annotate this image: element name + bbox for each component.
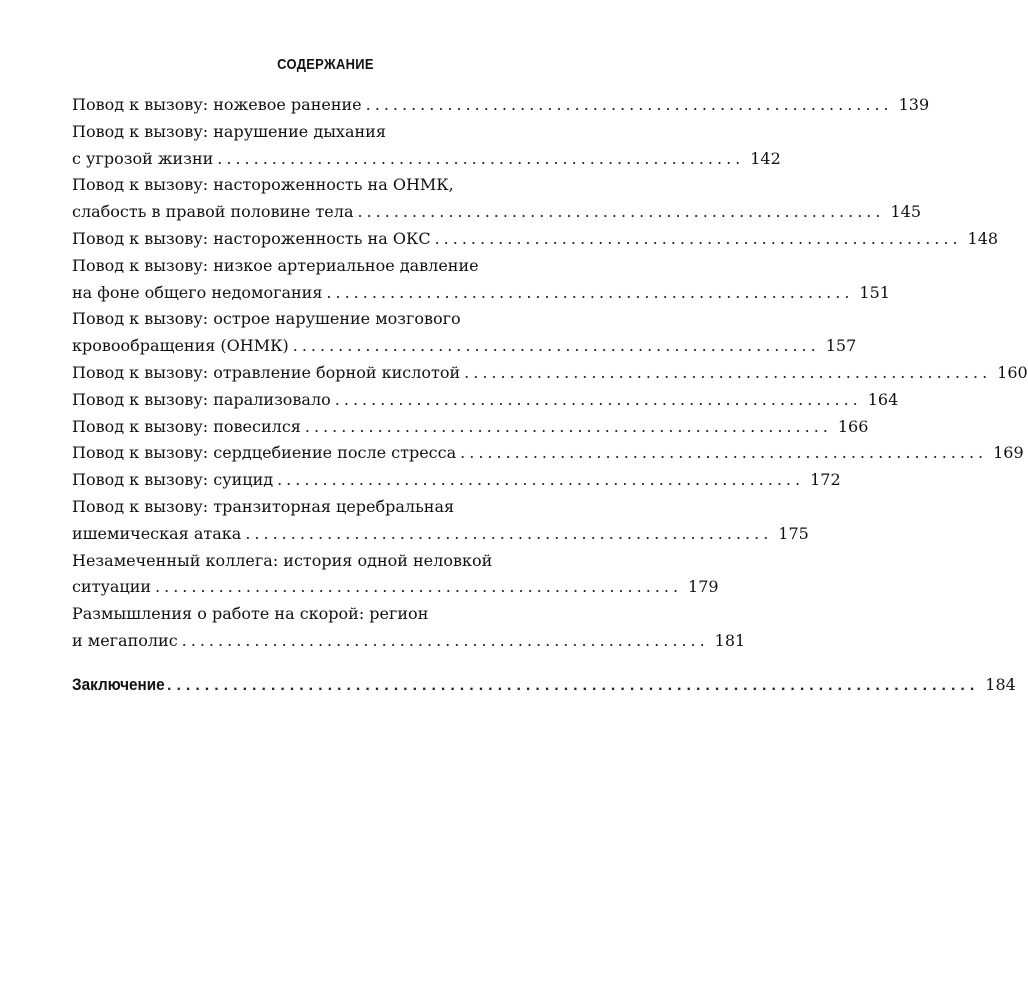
toc-entry-page: 160 [997,362,1028,382]
toc-entry-line [72,440,1024,467]
leader-dots: .......................................................... [277,470,805,490]
leader-dots: .......................................................... [326,282,854,302]
toc-entry-title: Повод к вызову: парализовало [72,389,331,409]
toc-entry-page: 145 [890,202,922,222]
page-title: СОДЕРЖАНИЕ [277,56,374,73]
toc-entry-line [72,226,999,253]
toc-entry-line [72,280,890,307]
toc-entry-title: Повод к вызову: острое нарушение мозгового [72,309,461,329]
toc-entry-page: 179 [688,577,719,597]
toc-entry-title: с угрозой жизни [72,148,214,168]
toc-entry [72,172,922,226]
toc-entry-line [72,574,719,601]
leader-dots: .......................................................... [365,95,893,114]
toc-entry-title: слабость в правой половине тела [72,202,354,222]
toc-entry [72,467,841,494]
toc-entry [72,548,719,602]
toc-entry-title: Повод к вызову: транзиторная церебральная [72,496,455,516]
toc-entry-line [72,146,781,173]
leader-dots: .......................................................... [181,630,709,650]
toc-entry-line [72,172,557,199]
toc-entry [72,119,781,173]
toc-entry-line [72,306,557,333]
toc-entry-title: ситуации [72,577,152,597]
toc-entry-page: 157 [825,336,857,356]
toc-entry-line [72,521,809,548]
toc-entry-page: 164 [867,389,899,409]
toc-entry-line [72,92,930,119]
toc-entry-page: 181 [714,630,746,650]
leader-dots: .......................................................... [155,577,683,597]
toc-entry-line [72,467,841,494]
toc-entry-line [72,119,557,146]
toc-entry-title: Повод к вызову: нарушение дыхания [72,121,386,141]
toc-entry-page: 148 [967,228,999,248]
toc-entry [72,226,999,253]
toc-entry-title: Незамеченный коллега: история одной неловкой [72,550,493,570]
toc-entry-page: 139 [898,95,930,114]
toc-entry-page: 142 [750,148,781,168]
leader-dots: .......................................................... [357,202,885,222]
toc-entry-title: Повод к вызову: низкое артериальное давление [72,255,479,275]
toc-entry-title: Повод к вызову: суицид [72,470,274,490]
toc-entry-title: Заключение [72,674,165,694]
toc-entry [72,601,746,655]
toc-entry [72,494,809,548]
toc-entry-line [72,199,922,226]
toc-entry-page: 172 [810,470,841,490]
leader-dots: ...................................................................................... [167,676,980,694]
leader-dots: .......................................................... [245,523,773,543]
toc-entry-title: на фоне общего недомогания [72,282,323,302]
toc-entry-page: 175 [778,523,809,543]
leader-dots: .......................................................... [460,443,988,463]
toc-entry-page: 151 [859,282,890,302]
toc-entry [72,360,1028,387]
toc-entry-title: Повод к вызову: повесился [72,416,301,436]
toc-entry [72,92,930,119]
toc-entry-line [72,548,557,575]
toc-entry-line [72,628,746,655]
toc-entry-title: кровообращения (ОНМК) [72,336,289,356]
leader-dots: .......................................................... [334,389,862,409]
toc-entry-page: 166 [837,416,869,436]
toc-entry-title: Повод к вызову: настороженность на ОНМК, [72,175,454,195]
toc-entry [72,306,857,360]
toc-entry-title: ишемическая атака [72,523,242,543]
leader-dots: .......................................................... [304,416,832,436]
toc-entry-title: Повод к вызову: отравление борной кислотой [72,362,461,382]
toc-entry-line [72,494,557,521]
toc-entry [72,414,869,441]
toc-entry-title: и мегаполис [72,630,178,650]
toc-entry-line [72,333,857,360]
leader-dots: .......................................................... [464,362,992,382]
table-of-contents [72,92,1028,699]
leader-dots: .......................................................... [217,148,745,168]
toc-entry-line [72,387,899,414]
toc-entry-line [72,414,869,441]
toc-entry-page: 169 [993,443,1024,463]
toc-entry [72,253,890,307]
toc-entry-line [72,253,557,280]
toc-entry-title: Повод к вызову: настороженность на ОКС [72,228,431,248]
toc-entry-conclusion [72,672,1016,699]
toc-entry [72,440,1024,467]
toc-entry-title: Повод к вызову: ножевое ранение [72,95,362,114]
toc-entry-page: 184 [985,674,1016,694]
toc-entry-line [72,601,557,628]
toc-entry-title: Размышления о работе на скорой: регион [72,604,429,624]
leader-dots: .......................................................... [292,336,820,356]
leader-dots: .......................................................... [434,228,962,248]
toc-entry-line [72,360,1028,387]
toc-entry [72,387,899,414]
toc-entry-title: Повод к вызову: сердцебиение после стресса [72,443,457,463]
